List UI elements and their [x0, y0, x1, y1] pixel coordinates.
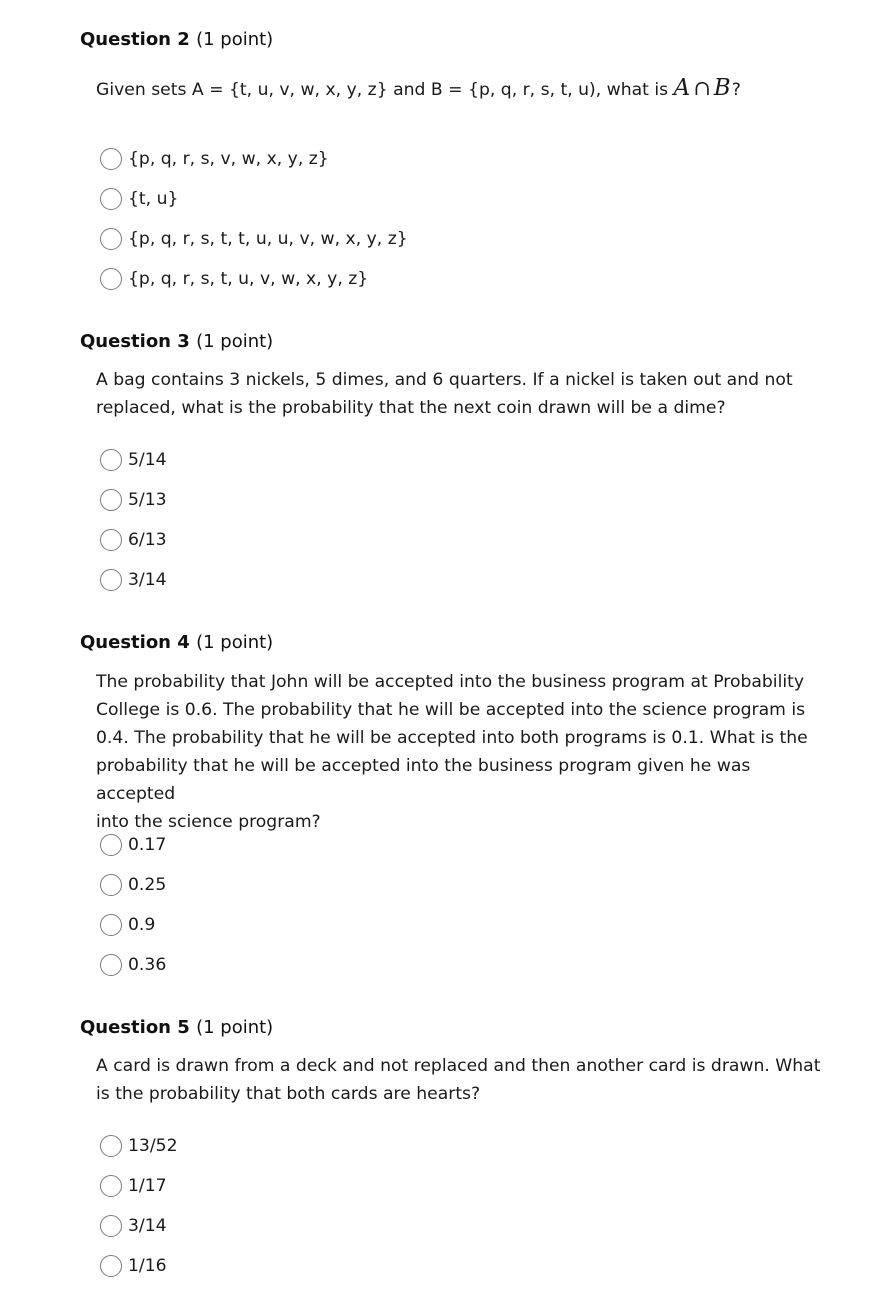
question-3 — [80, 330, 840, 590]
answer-option[interactable] — [100, 825, 166, 865]
answer-option[interactable] — [100, 865, 166, 905]
answer-option-label[interactable]: {p, q, r, s, v, w, x, y, z} — [128, 149, 329, 169]
answer-option[interactable] — [100, 1246, 178, 1286]
question-label: Question 2 — [80, 29, 190, 50]
question-text-part: Given sets A = {t, u, v, w, x, y, z} and B = {p, q, r, s, t, u), what is — [96, 80, 674, 100]
question-4 — [80, 631, 840, 975]
radio-button[interactable] — [100, 954, 122, 976]
math-set-b: B — [713, 75, 732, 101]
answer-option[interactable] — [100, 139, 408, 179]
radio-button[interactable] — [100, 834, 122, 856]
question-points: (1 point) — [196, 1017, 274, 1038]
question-text-line: A bag contains 3 nickels, 5 dimes, and 6 quarters. If a nickel is taken out and not — [96, 370, 793, 390]
answer-option-label[interactable]: 1/16 — [128, 1256, 167, 1276]
answer-option[interactable] — [100, 440, 167, 480]
question-label: Question 4 — [80, 632, 190, 653]
answer-option[interactable] — [100, 945, 166, 985]
radio-button[interactable] — [100, 268, 122, 290]
question-text-line: College is 0.6. The probability that he will be accepted into the science program is — [96, 700, 806, 720]
answer-option-label[interactable]: {p, q, r, s, t, u, v, w, x, y, z} — [128, 269, 369, 289]
question-text-line: replaced, what is the probability that the next coin drawn will be a dime? — [96, 398, 726, 418]
question-title — [80, 631, 840, 655]
question-text — [96, 74, 826, 104]
intersection-symbol: ∩ — [693, 76, 712, 100]
question-label: Question 5 — [80, 1017, 190, 1038]
math-set-a: A — [673, 75, 692, 101]
answer-option[interactable] — [100, 560, 167, 600]
answer-option[interactable] — [100, 480, 167, 520]
question-title — [80, 1016, 840, 1040]
radio-button[interactable] — [100, 1215, 122, 1237]
answer-option[interactable] — [100, 219, 408, 259]
answer-option-label[interactable]: 13/52 — [128, 1136, 178, 1156]
answer-option-label[interactable]: 6/13 — [128, 530, 167, 550]
question-text-line: into the science program? — [96, 812, 321, 832]
radio-button[interactable] — [100, 188, 122, 210]
answer-options — [100, 825, 166, 985]
answer-option-label[interactable]: 3/14 — [128, 570, 167, 590]
question-text-line: A card is drawn from a deck and not replaced and then another card is drawn. What — [96, 1056, 821, 1076]
radio-button[interactable] — [100, 529, 122, 551]
answer-option-label[interactable]: 1/17 — [128, 1176, 167, 1196]
radio-button[interactable] — [100, 1255, 122, 1277]
radio-button[interactable] — [100, 489, 122, 511]
question-points: (1 point) — [196, 632, 274, 653]
radio-button[interactable] — [100, 449, 122, 471]
answer-option[interactable] — [100, 1206, 178, 1246]
radio-button[interactable] — [100, 914, 122, 936]
question-points: (1 point) — [196, 29, 274, 50]
question-2 — [80, 28, 840, 289]
answer-option[interactable] — [100, 1166, 178, 1206]
answer-option-label[interactable]: 0.36 — [128, 955, 167, 975]
radio-button[interactable] — [100, 1135, 122, 1157]
answer-options — [100, 1126, 178, 1286]
question-text-line: 0.4. The probability that he will be accepted into both programs is 0.1. What is the — [96, 728, 808, 748]
question-text — [96, 668, 826, 836]
question-points: (1 point) — [196, 331, 274, 352]
answer-option-label[interactable]: 5/13 — [128, 490, 167, 510]
question-title — [80, 330, 840, 354]
answer-option[interactable] — [100, 520, 167, 560]
question-title — [80, 28, 840, 52]
answer-option-label[interactable]: 3/14 — [128, 1216, 167, 1236]
radio-button[interactable] — [100, 228, 122, 250]
question-label: Question 3 — [80, 331, 190, 352]
question-text-line: is the probability that both cards are hearts? — [96, 1084, 481, 1104]
question-text-line: probability that he will be accepted into the business program given he was accepted — [96, 756, 751, 804]
answer-option-label[interactable]: 0.25 — [128, 875, 167, 895]
answer-option[interactable] — [100, 1126, 178, 1166]
question-text-line: The probability that John will be accepted into the business program at Probability — [96, 672, 805, 692]
answer-option-label[interactable]: 5/14 — [128, 450, 167, 470]
answer-option[interactable] — [100, 179, 408, 219]
answer-option[interactable] — [100, 259, 408, 299]
answer-option[interactable] — [100, 905, 166, 945]
radio-button[interactable] — [100, 1175, 122, 1197]
intersection-expression — [674, 75, 732, 101]
radio-button[interactable] — [100, 148, 122, 170]
answer-option-label[interactable]: {t, u} — [128, 189, 179, 209]
radio-button[interactable] — [100, 569, 122, 591]
question-text — [96, 366, 826, 422]
answer-option-label[interactable]: {p, q, r, s, t, t, u, u, v, w, x, y, z} — [128, 229, 408, 249]
answer-options — [100, 139, 408, 299]
answer-option-label[interactable]: 0.9 — [128, 915, 156, 935]
answer-options — [100, 440, 167, 600]
answer-option-label[interactable]: 0.17 — [128, 835, 167, 855]
radio-button[interactable] — [100, 874, 122, 896]
question-text — [96, 1052, 826, 1108]
question-5 — [80, 1016, 840, 1276]
question-text-part: ? — [731, 80, 741, 100]
